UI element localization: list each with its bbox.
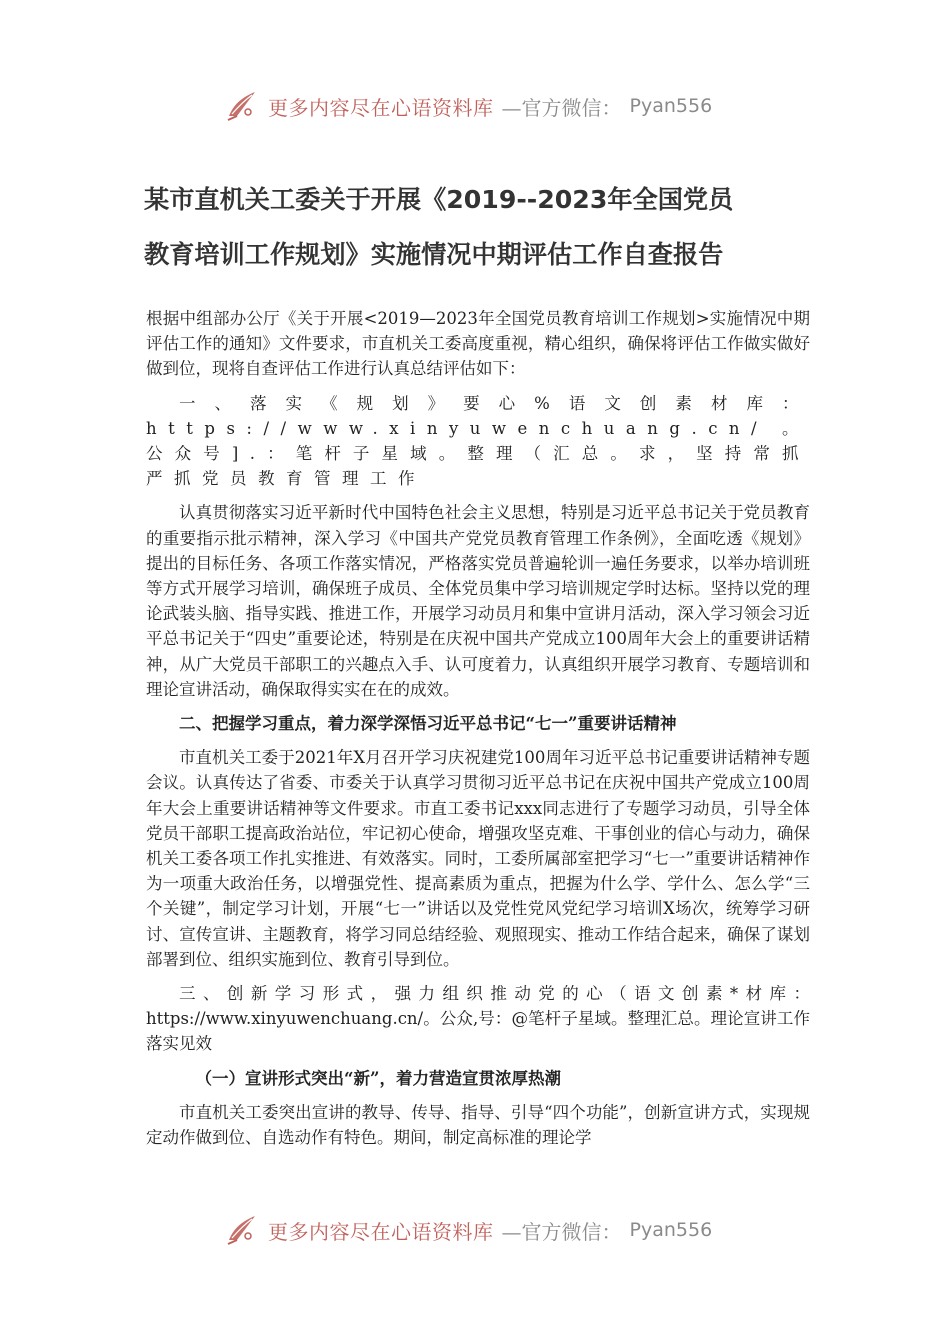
title-line-2: 教育培训工作规划》实施情况中期评估工作自查报告 (144, 240, 724, 269)
document-title (144, 172, 812, 282)
banner-account-handle: Pyan556 (629, 95, 713, 117)
body-paragraph-2: 市直机关工委于2021年X月召开学习庆祝建党100周年习近平总书记重要讲话精神专题会议。认真传达了省委、市委关于认真学习贯彻习近平总书记在庆祝中国共产党成立100周年大会上重要讲话精神等文件要求。市直工委书记xxx同志进行了专题学习动员，引导全体党员干部职工提高政治站位，牢记初心使命，增强攻坚克难、干事创业的信心与动力，确保机关工委各项工作扎实推进、有效落实。同时，工委所属部室把学习“七一”重要讲话精神作为一项重大政治任务，以增强党性、提高素质为重点，把握为什么学、学什么、怎么学“三个关键”，制定学习计划，开展“七一”讲话以及党性党风党纪学习培训X场次，统筹学习研讨、宣传宣讲、主题教育，将学习同总结经验、观照现实、推动工作结合起来，确保了谋划部署到位、组织实施到位、教育引导到位。 (146, 748, 810, 969)
body-paragraph-1: 认真贯彻落实习近平新时代中国特色社会主义思想，特别是习近平总书记关于党员教育的重要指示批示精神，深入学习《中国共产党党员教育管理工作条例》，全面吃透《规划》提出的目标任务、各项工作落实情况，严格落实党员普遍轮训一遍任务要求，以举办培训班等方式开展学习培训，确保班子成员、全体党员集中学习培训规定学时达标。坚持以党的理论武装头脑、指导实践、推进工作，开展学习动员月和集中宣讲月活动，深入学习领会习近平总书记关于“四史”重要论述，特别是在庆祝中国共产党成立100周年大会上的重要讲话精神，从广大党员干部职工的兴趣点入手、认可度着力，认真组织开展学习教育、专题培训和理论宣讲活动，确保取得实实在在的成效。 (146, 503, 810, 699)
body-paragraph-3: 市直机关工委突出宣讲的教导、传导、指导、引导“四个功能”，创新宣讲方式，实现规定动作做到位、自选动作有特色。期间，制定高标准的理论学 (146, 1102, 810, 1148)
footer-watermark-banner (226, 1210, 712, 1250)
subsection-1-heading: （一）宣讲形式突出“新”，着力营造宣贯浓厚热潮 (195, 1068, 561, 1088)
feather-pen-logo-icon (226, 1213, 260, 1247)
banner-slogan: 更多内容尽在心语资料库 (268, 95, 494, 120)
intro-paragraph: 根据中组部办公厅《关于开展<2019—2023年全国党员教育培训工作规划>实施情况中期评估工作的通知》文件要求，市直机关工委高度重视，精心组织，确保将评估工作做实做好做到位，现将自查评估工作进行认真总结评估如下： (146, 309, 810, 379)
feather-pen-logo-icon (226, 89, 260, 123)
document-body (146, 306, 810, 1150)
banner-slogan: 更多内容尽在心语资料库 (268, 1219, 494, 1244)
section-3-paragraph: 三、创新学习形式，强力组织推动党的心（语文创素*材库：https://www.xinyuwenchuang.cn/。公众,号：@笔杆子星域。整理汇总。理论宣讲工作落实见效 (146, 984, 810, 1054)
banner-account-label: —官方微信： (501, 95, 622, 120)
section-2-heading: 二、把握学习重点，着力深学深悟习近平总书记“七一”重要讲话精神 (179, 714, 677, 734)
title-line-1: 某市直机关工委关于开展《2019--2023年全国党员 (144, 185, 734, 214)
banner-account-handle: Pyan556 (629, 1219, 713, 1241)
header-watermark-banner (226, 86, 712, 126)
banner-account-label: —官方微信： (501, 1219, 622, 1244)
section-1-paragraph: 一、落实《规划》要心%语文创素材库：https://www.xinyuwenchuang.cn/。公众号].：笔杆子星域。整理（汇总。求，坚持常抓严抓党员教育管理工作 (146, 393, 810, 489)
